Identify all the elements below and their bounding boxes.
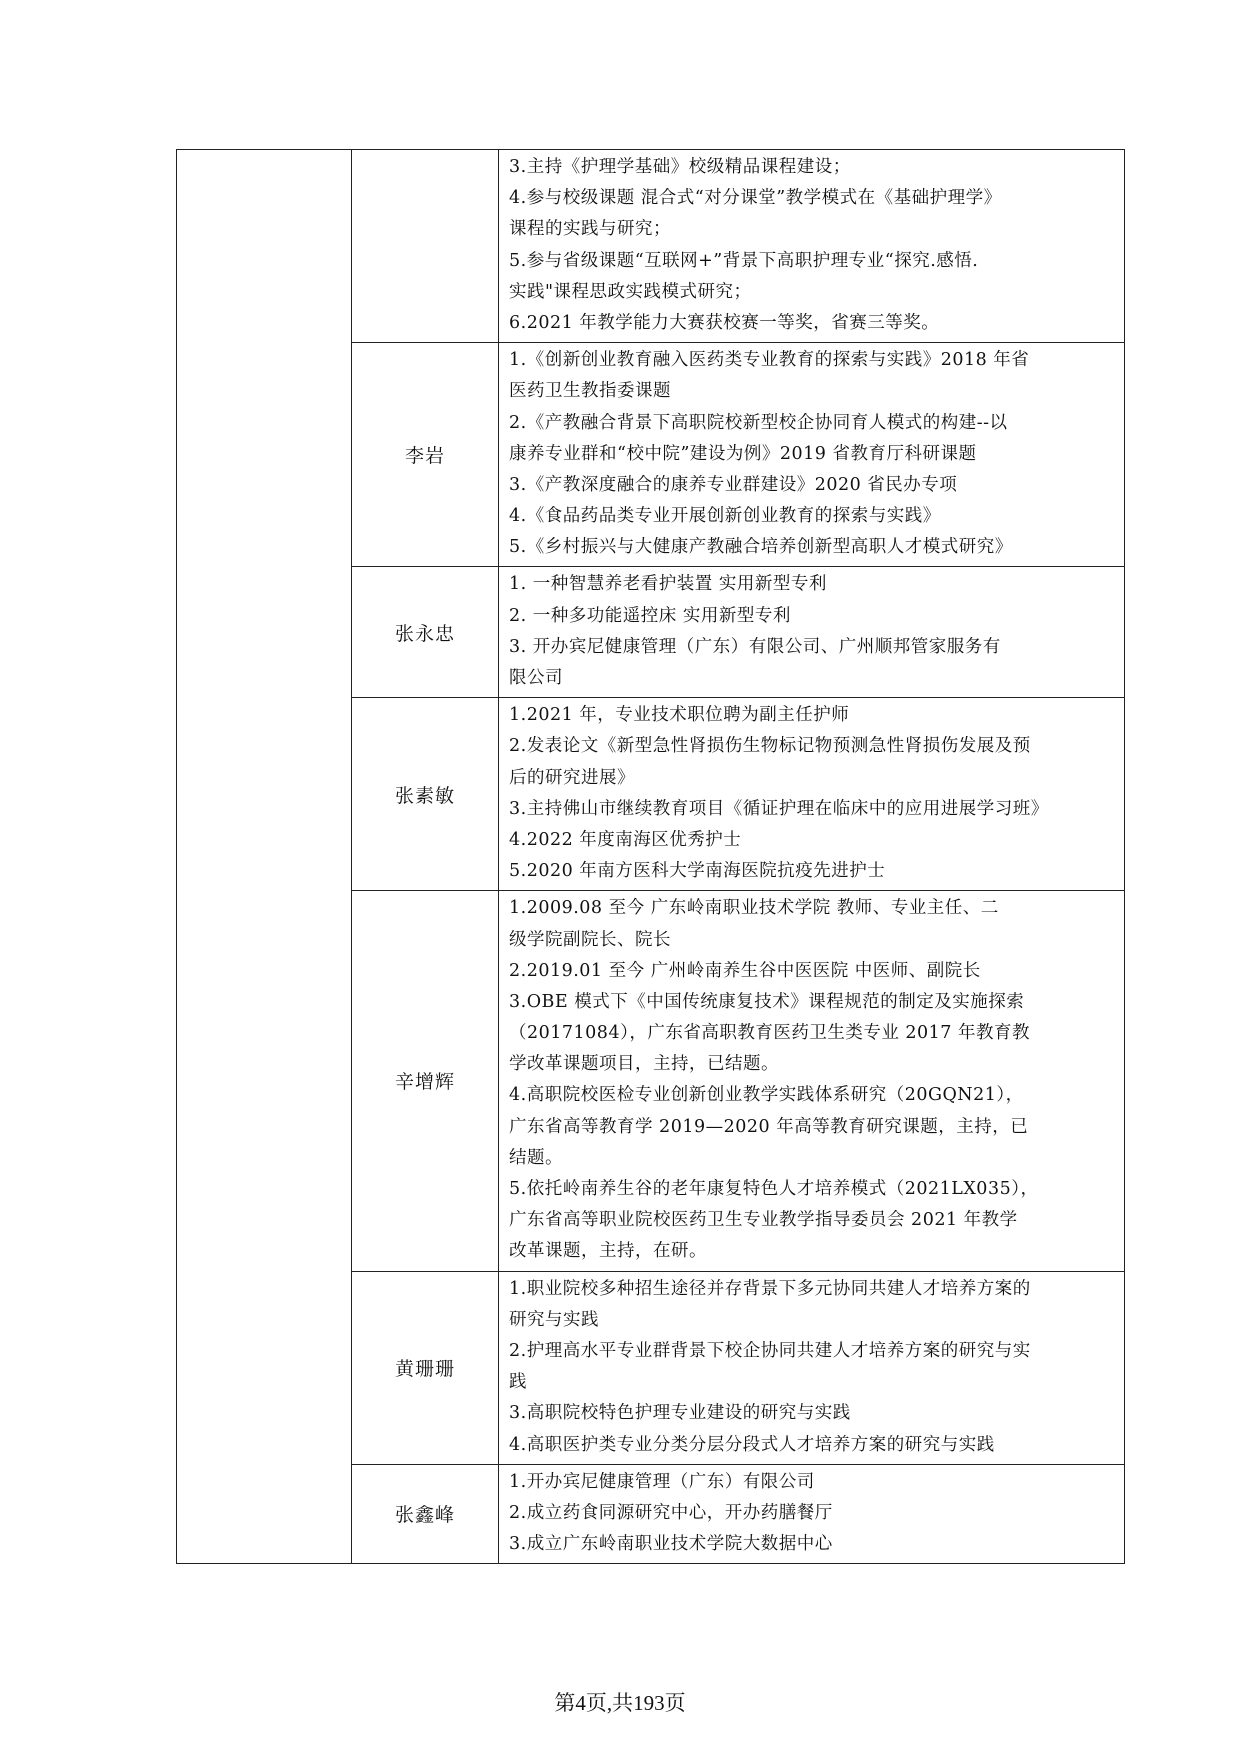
member-name-cell: 张素敏 [352, 698, 499, 891]
member-name-cell: 辛增辉 [352, 891, 499, 1271]
achievement-line: 2.《产教融合背景下高职院校新型校企协同育人模式的构建--以 [509, 412, 1008, 433]
page-number-footer: 第4页,共193页 [554, 1691, 686, 1715]
achievement-line: 1.开办宾尼健康管理（广东）有限公司 [509, 1471, 815, 1492]
achievement-line: 4.高职院校医检专业创新创业教学实践体系研究（20GQN21）， [509, 1085, 1024, 1106]
achievement-line: 4.《食品药品类专业开展创新创业教育的探索与实践》 [509, 506, 941, 527]
achievement-line: （20171084），广东省高职教育医药卫生类专业 2017 年教育教 [509, 1023, 1030, 1044]
achievement-cell [499, 567, 1125, 698]
achievement-line: 研究与实践 [509, 1309, 599, 1330]
achievement-cell [499, 150, 1125, 343]
achievement-line: 5.依托岭南养生谷的老年康复特色人才培养模式（2021LX035）， [509, 1179, 1039, 1199]
achievement-cell [499, 1271, 1125, 1464]
achievement-line: 3.成立广东岭南职业技术学院大数据中心 [509, 1534, 833, 1555]
member-name-cell: 张永忠 [352, 567, 499, 698]
achievement-line: 1.《创新创业教育融入医药类专业教育的探索与实践》2018 年省 [509, 350, 1030, 371]
member-name-cell: 黄珊珊 [352, 1271, 499, 1464]
member-name-cell [352, 150, 499, 343]
achievement-cell [499, 891, 1125, 1271]
achievement-line: 2. 一种多功能遥控床 实用新型专利 [509, 605, 791, 626]
achievement-line: 限公司 [509, 668, 563, 688]
achievement-line: 3.OBE 模式下《中国传统康复技术》课程规范的制定及实施探索 [509, 991, 1025, 1012]
achievement-cell [499, 343, 1125, 567]
achievement-line: 2.成立药食同源研究中心，开办药膳餐厅 [509, 1502, 833, 1523]
achievement-line: 4.高职医护类专业分类分层分段式人才培养方案的研究与实践 [509, 1434, 995, 1455]
achievement-line: 1.2009.08 至今 广东岭南职业技术学院 教师、专业主任、二 [509, 898, 999, 919]
achievement-line: 4.2022 年度南海区优秀护士 [509, 829, 742, 850]
achievement-line: 广东省高等职业院校医药卫生专业教学指导委员会 2021 年教学 [509, 1210, 1018, 1231]
achievement-line: 1.职业院校多种招生途径并存背景下多元协同共建人才培养方案的 [509, 1278, 1031, 1299]
achievement-line: 医药卫生教指委课题 [509, 381, 671, 402]
achievement-line: 1. 一种智慧养老看护装置 实用新型专利 [509, 574, 827, 595]
achievement-line: 3.《产教深度融合的康养专业群建设》2020 省民办专项 [509, 474, 958, 495]
achievement-line: 5.参与省级课题“互联网+”背景下高职护理专业“探究.感悟. [509, 250, 979, 271]
achievement-line: 后的研究进展》 [509, 767, 635, 788]
achievement-line: 3.主持《护理学基础》校级精品课程建设； [509, 157, 851, 177]
achievement-line: 课程的实践与研究； [509, 219, 671, 240]
achievement-line: 2.发表论文《新型急性肾损伤生物标记物预测急性肾损伤发展及预 [509, 736, 1031, 757]
achievement-line: 康养专业群和“校中院”建设为例》2019 省教育厅科研课题 [509, 443, 977, 464]
achievement-line: 学改革课题项目，主持，已结题。 [509, 1054, 779, 1075]
achievement-line: 2.2019.01 至今 广州岭南养生谷中医医院 中医师、副院长 [509, 960, 981, 981]
achievement-line: 1.2021 年，专业技术职位聘为副主任护师 [509, 705, 850, 726]
achievement-line: 3. 开办宾尼健康管理（广东）有限公司、广州顺邦管家服务有 [509, 636, 1001, 657]
achievement-line: 结题。 [509, 1147, 563, 1168]
member-name-cell: 李岩 [352, 343, 499, 567]
achievement-line: 2.护理高水平专业群背景下校企协同共建人才培养方案的研究与实 [509, 1340, 1031, 1361]
achievement-line: 4.参与校级课题 混合式“对分课堂”教学模式在《基础护理学》 [509, 188, 1002, 209]
achievement-line: 广东省高等教育学 2019—2020 年高等教育研究课题，主持，已 [509, 1116, 1029, 1137]
member-achievements-table [176, 149, 1125, 1564]
achievement-line: 践 [509, 1372, 527, 1393]
achievement-line: 实践"课程思政实践模式研究； [509, 281, 752, 302]
achievement-line: 5.2020 年南方医科大学南海医院抗疫先进护士 [509, 861, 886, 882]
achievement-line: 3.主持佛山市继续教育项目《循证护理在临床中的应用进展学习班》 [509, 798, 1049, 819]
achievement-line: 3.高职院校特色护理专业建设的研究与实践 [509, 1403, 851, 1424]
member-name-cell: 张鑫峰 [352, 1464, 499, 1564]
achievement-line: 改革课题，主持，在研。 [509, 1241, 707, 1262]
achievement-cell [499, 698, 1125, 891]
achievement-line: 5.《乡村振兴与大健康产教融合培养创新型高职人才模式研究》 [509, 537, 1013, 558]
achievement-cell [499, 1464, 1125, 1564]
table-row [177, 150, 1125, 343]
blank-category-cell [177, 150, 352, 1564]
table-body [177, 150, 1125, 1564]
achievement-line: 级学院副院长、院长 [509, 929, 671, 950]
achievement-line: 6.2021 年教学能力大赛获校赛一等奖，省赛三等奖。 [509, 312, 940, 333]
